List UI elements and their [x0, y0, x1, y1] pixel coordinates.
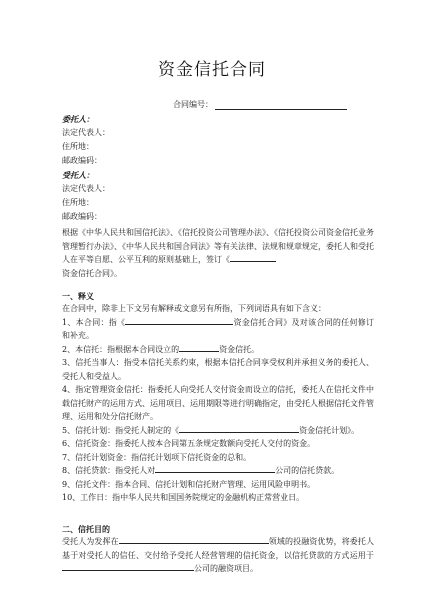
section-2-heading: 二、信托目的 — [62, 524, 110, 534]
settlor-zip: 邮政编码： — [62, 156, 102, 165]
trustee-heading: 受托人： — [62, 170, 94, 180]
definition-7: 7、信托计划资金：指信托计划项下信托资金的总和。 — [62, 452, 252, 462]
preamble-text-end: 资金信托合同》。 — [62, 268, 122, 278]
definition-2: 2、本信托：指根据本合同设立的 资金信托。 — [62, 344, 260, 354]
definition-9: 9、信托文件：指本合同、信托计划和信托财产管理、运用风险申明书。 — [62, 479, 316, 489]
settlor-rep: 法定代表人： — [62, 128, 110, 137]
contract-number — [173, 99, 347, 110]
preamble — [62, 226, 374, 280]
trustee-zip: 邮政编码： — [62, 212, 102, 221]
section-2-blank-2[interactable] — [62, 562, 194, 571]
definition-10: 10、工作日：指中华人民共和国国务院规定的金融机构正常营业日。 — [62, 493, 305, 502]
definition-1-blank[interactable] — [125, 316, 233, 325]
definition-8-blank[interactable] — [155, 464, 275, 473]
contract-number-blank[interactable] — [215, 101, 347, 110]
section-2-blank-1[interactable] — [119, 535, 269, 544]
definition-1: 1、本合同：指《 资金信托合同》及对该合同的任何修订和补充。 — [62, 317, 375, 340]
preamble-blank[interactable] — [230, 253, 276, 262]
definition-8: 8、信托贷款：指受托人对 公司的信托贷款。 — [62, 466, 340, 475]
definition-5-blank[interactable] — [179, 424, 299, 433]
trustee-address: 住所地： — [62, 198, 94, 207]
trustee-rep: 法定代表人： — [62, 184, 110, 193]
section-1-heading: 一、释义 — [62, 291, 94, 301]
preamble-text: 根据《中华人民共和国信托法》、《信托投资公司管理办法》、《信托投资公司资金信托业务管理暂行办法》、《中华人民共和国合同法》等有关法律、法规和规章规定，委托人和受托人在平等自愿、公平互利的原则基础上，签订《 — [62, 228, 374, 264]
section-1-body — [62, 302, 374, 505]
page-title: 资金信托合同 — [158, 60, 266, 80]
definition-4: 4、指定管理资金信托：指委托人向受托人交付资金而设立的信托，委托人在信托文件中载信托财产的运用方式、运用项目、运用期限等进行明确指定，由受托人根据信托文件管理、运用和处分信托财产。 — [62, 385, 374, 421]
section-2-body: 受托人为发挥在 领域的投融资优势，将委托人基于对受托人的信任、交付给予受托人经营管理的信托资金，以信托贷款的方式运用于公司的融资项目。 — [62, 537, 375, 573]
contract-number-label: 合同编号： — [173, 100, 213, 109]
definition-2-blank[interactable] — [179, 343, 219, 352]
settlor-address: 住所地： — [62, 142, 94, 151]
definition-5: 5、信托计划：指受托人制定的《 资金信托计划》。 — [62, 425, 360, 435]
definition-3: 3、信托当事人：指受本信托关系约束，根据本信托合同享受权利并承担义务的委托人、受托人和受益人。 — [62, 358, 374, 381]
definition-6: 6、信托资金：指委托人按本合同第五条规定数额向受托人交付的资金。 — [62, 439, 316, 448]
settlor-heading: 委托人： — [62, 114, 94, 124]
definitions-intro: 在合同中，除非上下文另有解释或文意另有所指，下列词语具有如下含义： — [62, 304, 326, 313]
